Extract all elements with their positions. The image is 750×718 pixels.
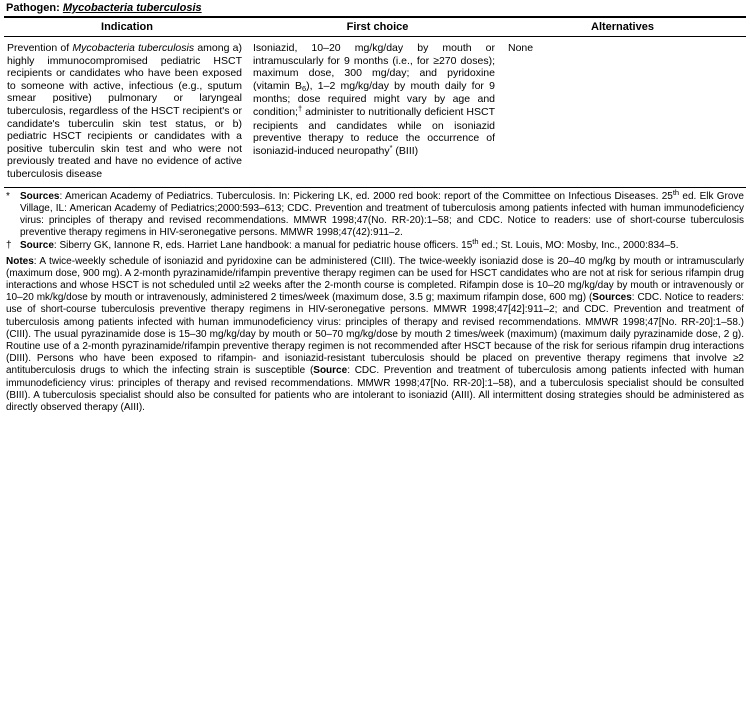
column-header-row	[4, 18, 746, 36]
footnote-dagger	[6, 237, 744, 252]
footnote-source-label: Sources	[20, 190, 60, 202]
footnote-marker: †	[6, 240, 12, 252]
footnote-text-b: ed.; St. Louis, MO: Mosby, Inc., 2000:834–5.	[478, 240, 679, 252]
column-header-first-choice: First choice	[346, 21, 409, 33]
first-choice-part-d: administer to nutritionally deficient HSCT recipients and candidates while on isoniazid preventive therapy to reduce the occurrence of isoniazid-induced neuropathy	[253, 105, 495, 157]
footnote-asterisk	[6, 187, 744, 240]
notes-label: Notes	[6, 255, 34, 267]
footnote-text-b: ed. Elk Grove Village, IL: American Academy of Pediatrics;2000:593–613; CDC. Prevention and treatment of tuberculosis among patients infected with human immunodeficiency virus: principles of therapy and revised recommendations. MMWR 1998;47(No. RR-20):1–58; and CDC. Notice to readers: use of short-course tuberculosis preventive therapy regimens in HIV-seronegative persons. MMWR 1998;47(42):911–2.	[20, 190, 744, 239]
footnote-text	[20, 237, 744, 252]
notes-sources-label-1: Sources	[592, 292, 632, 304]
indication-text-post: among a) highly immunocompromised pediatric HSCT recipients or candidates who have been exposed to someone with active, infectious (e.g., sputum smear positive) pulmonary or laryngeal tuberculosis, regardless of the HSCT recipient's or candidate's tuberculin skin test status, or b) pediatric HSCT recipients or candidates with a positive tuberculin skin test and who were not previously treated and have no evidence of active tuberculosis disease	[7, 42, 242, 180]
footnote-superscript: th	[472, 237, 479, 247]
table-row	[4, 37, 746, 187]
footnote-text-a: : American Academy of Pediatrics. Tuberculosis. In: Pickering LK, ed. 2000 red book: report of the Committee on Infectious Diseases. 25	[59, 190, 673, 202]
cell-alternatives: None	[508, 42, 534, 54]
notes-part-1: : A twice-weekly schedule of isoniazid and pyridoxine can be administered (CIII). The twice-weekly isoniazid dose is 20–40 mg/kg by mouth or intramuscularly (maximum dose, 900 mg). A 2-month pyrazinamide/rifampin preventive therapy regimen can be used for HSCT candidates who are not at risk for serious rifampin drug interactions and whose HSCT is not scheduled until ≥2 weeks after the 2-month course is completed. Rifampin dose is 10–20 mg/kg/day by mouth or intravenously or 10–20 mk/kg/dose by mouth or intravenously, administered 2 times/week (maximum dose, 3.5 g; maximum rifampin dose, 600 mg) (	[6, 255, 744, 304]
indication-organism: Mycobacteria tuberculosis	[72, 42, 195, 54]
pathogen-organism: Mycobacteria tuberculosis	[62, 2, 202, 14]
footnote-text	[20, 187, 744, 240]
pathogen-heading	[4, 0, 746, 16]
footnote-marker: *	[6, 190, 10, 202]
footnote-text-a: : Siberry GK, Iannone R, eds. Harriet Lane handbook: a manual for pediatric house officers. 15	[53, 240, 473, 252]
pathogen-label: Pathogen:	[6, 2, 60, 14]
notes-sources-label-2: Source	[313, 365, 348, 377]
first-choice-part-c: ), 1–2 mg/kg/day by mouth daily for 9 months; dose required might vary by age and condition;	[253, 79, 495, 118]
first-choice-part-a: Isoniazid, 10–20 mg/kg/day by mouth or intramuscularly for 9 months (i.e., for ≥270 doses);	[253, 42, 495, 67]
asterisk-marker: *	[389, 142, 393, 152]
dagger-marker: †	[297, 103, 303, 113]
notes-part-2: : CDC. Notice to readers: use of short-course tuberculosis preventive therapy regimens in HIV-seronegative persons. MMWR 1998;47[42]:911–2; and CDC. Prevention and treatment of tuberculosis among patients infected with human immunodeficiency virus: principles of therapy and revised recommendations. MMWR 1998;47[No. RR-20]:1–58.) (CIII). The usual pyrazinamide dose is 15–30 mg/kg/day by mouth or 50–70 mg/kg/dose by mouth 2 times/week (maximum) (maximum daily pyrazinamide dose, 2 g). Routine use of a 2-month pyrazinamide/rifampin preventive therapy regimen is not recommended after HSCT because of the risk for serious rifampin drug interactions (DIII). Persons who have been exposed to rifampin- and isoniazid-resistant tuberculosis should be placed on preventive therapy regimens that involve ≥2 antituberculosis drugs to which the infecting strain is susceptible (	[6, 292, 744, 377]
pyridoxine-subscript: 6	[301, 83, 307, 93]
footnotes-block	[4, 188, 746, 253]
first-choice-part-e: (BIII)	[392, 144, 419, 157]
cell-indication	[4, 42, 250, 181]
notes-part-3: : CDC. Prevention and treatment of tuberculosis among patients infected with human immunodeficiency virus: principles of therapy and revised recommendations. MMWR 1998;47[No. RR-20]:1–58), and a tuberculosis specialist should be consulted (BIII). A tuberculosis specialist should also be consulted for patients who are intolerant to isoniazid (AIII). All intermittent dosing strategies should be administered as directly observed therapy (AIII).	[6, 365, 745, 413]
cell-first-choice	[250, 42, 505, 158]
footnote-source-label: Source	[20, 240, 54, 252]
notes-block	[4, 254, 746, 415]
column-header-indication: Indication	[101, 21, 153, 33]
first-choice-part-b: maximum dose, 300 mg/day; and pyridoxine (vitamin B	[253, 67, 495, 92]
footnote-superscript: th	[672, 187, 680, 197]
indication-text-pre: Prevention of	[7, 42, 73, 54]
column-header-alternatives: Alternatives	[591, 21, 654, 33]
